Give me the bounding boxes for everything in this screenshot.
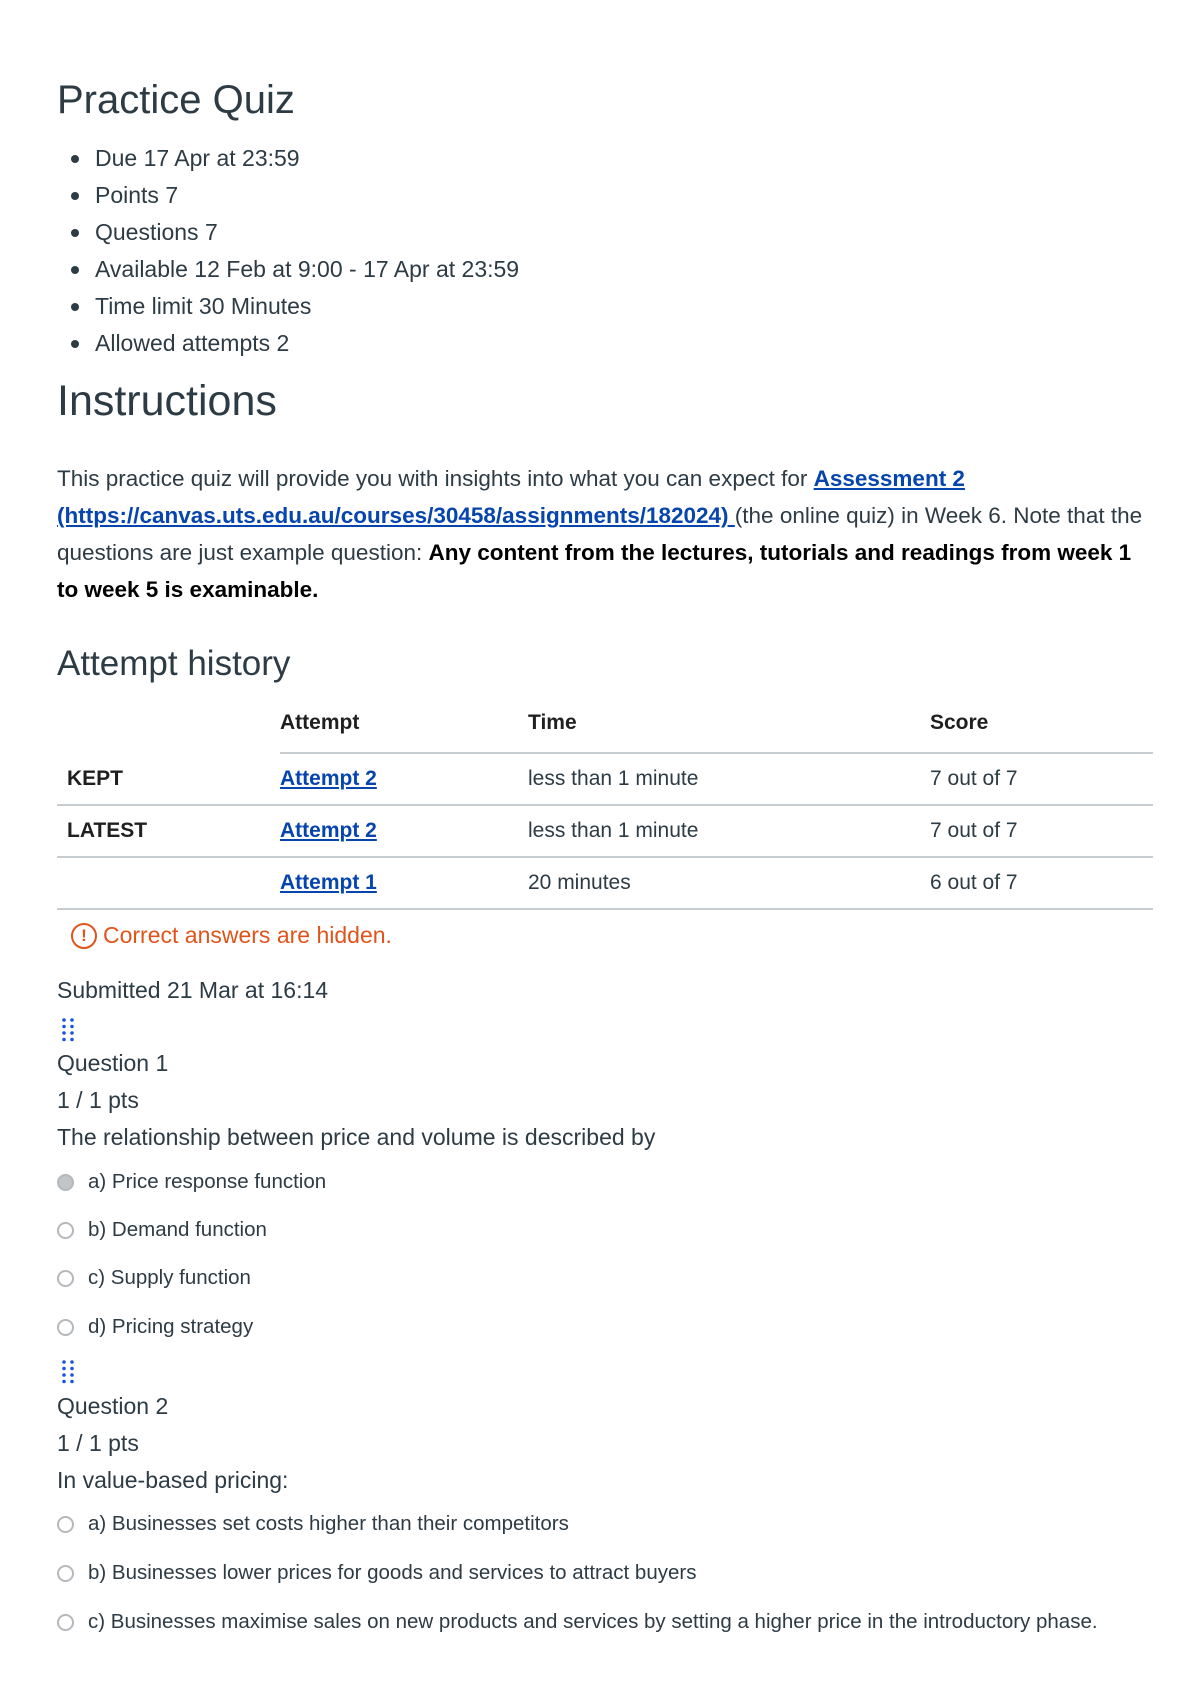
question-2-label: Question 2 [57, 1393, 169, 1419]
points: Points 7 [95, 177, 519, 214]
answer-option[interactable] [57, 1170, 326, 1194]
question-1-label: Question 1 [57, 1050, 169, 1076]
radio-selected-icon[interactable] [57, 1174, 74, 1191]
answer-label: b) Businesses lower prices for goods and services to attract buyers [88, 1561, 697, 1584]
warning-icon: ! [71, 923, 97, 949]
allowed-attempts: Allowed attempts 2 [95, 325, 519, 362]
notice-text: Correct answers are hidden. [103, 922, 392, 948]
quiz-details-list [57, 140, 519, 362]
answer-label: a) Businesses set costs higher than their competitors [88, 1512, 569, 1535]
column-header-attempt: Attempt [280, 698, 528, 753]
answer-option[interactable] [57, 1610, 1098, 1634]
instructions-bold-text: Any content from the lectures, tutorials and readings from week 1 to week 5 is examinable. [57, 540, 1132, 602]
radio-icon[interactable] [57, 1614, 74, 1631]
assessment-2-link[interactable]: Assessment 2 (https://canvas.uts.edu.au/courses/30458/assignments/182024) [57, 466, 965, 528]
answer-option[interactable] [57, 1266, 251, 1290]
correct-answers-hidden-notice [71, 922, 392, 949]
answer-option[interactable] [57, 1315, 253, 1339]
attempt-tag [57, 857, 280, 909]
instructions-text-after: (the online quiz) in Week 6. Note that the questions are just example question: [57, 503, 1143, 565]
instructions-text-before: This practice quiz will provide you with insights into what you can expect for [57, 466, 814, 491]
radio-icon[interactable] [57, 1222, 74, 1239]
attempt-history-heading: Attempt history [57, 644, 291, 683]
table-header-row [57, 698, 1153, 753]
answer-label: b) Demand function [88, 1218, 267, 1241]
attempt-score: 6 out of 7 [930, 857, 1153, 909]
table-row [57, 857, 1153, 909]
time-limit: Time limit 30 Minutes [95, 288, 519, 325]
question-2-text: In value-based pricing: [57, 1467, 289, 1493]
attempt-time: 20 minutes [528, 857, 930, 909]
attempt-tag: LATEST [57, 805, 280, 857]
answer-option[interactable] [57, 1512, 569, 1536]
question-1-points: 1 / 1 pts [57, 1087, 139, 1113]
instructions-heading: Instructions [57, 377, 277, 425]
drag-handle-icon[interactable] [61, 1359, 75, 1385]
radio-icon[interactable] [57, 1565, 74, 1582]
radio-icon[interactable] [57, 1319, 74, 1336]
page-title: Practice Quiz [57, 78, 295, 122]
question-2-points: 1 / 1 pts [57, 1430, 139, 1456]
column-header-score: Score [930, 698, 1153, 753]
answer-option[interactable] [57, 1561, 696, 1585]
answer-label: c) Businesses maximise sales on new products and services by setting a higher price in the introductory phase. [88, 1610, 1098, 1633]
table-row [57, 753, 1153, 805]
questions-count: Questions 7 [95, 214, 519, 251]
attempt-time: less than 1 minute [528, 753, 930, 805]
due-date: Due 17 Apr at 23:59 [95, 140, 519, 177]
attempt-tag: KEPT [57, 753, 280, 805]
attempt-history-table [57, 698, 1153, 910]
attempt-link[interactable]: Attempt 2 [280, 767, 377, 790]
column-header-time: Time [528, 698, 930, 753]
availability: Available 12 Feb at 9:00 - 17 Apr at 23:59 [95, 251, 519, 288]
column-header-tag [57, 698, 280, 753]
attempt-link[interactable]: Attempt 2 [280, 819, 377, 842]
answer-label: c) Supply function [88, 1266, 251, 1289]
radio-icon[interactable] [57, 1516, 74, 1533]
attempt-link[interactable]: Attempt 1 [280, 871, 377, 894]
attempt-score: 7 out of 7 [930, 805, 1153, 857]
drag-handle-icon[interactable] [61, 1017, 75, 1043]
radio-icon[interactable] [57, 1270, 74, 1287]
question-1-text: The relationship between price and volume is described by [57, 1124, 656, 1150]
submission-time: Submitted 21 Mar at 16:14 [57, 977, 329, 1003]
attempt-time: less than 1 minute [528, 805, 930, 857]
answer-label: a) Price response function [88, 1170, 327, 1193]
answer-label: d) Pricing strategy [88, 1315, 254, 1338]
attempt-score: 7 out of 7 [930, 753, 1153, 805]
answer-option[interactable] [57, 1218, 267, 1242]
table-row [57, 805, 1153, 857]
instructions-text [57, 460, 1157, 608]
